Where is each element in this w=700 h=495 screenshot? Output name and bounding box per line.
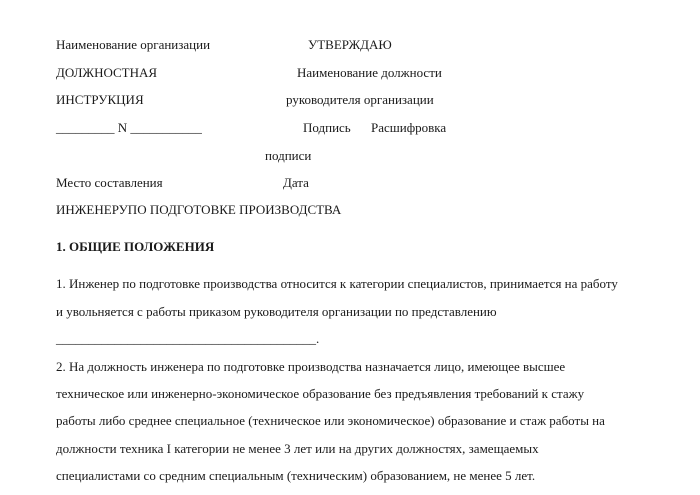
place-label: Место составления	[56, 175, 163, 190]
number-line: _________ N ___________	[56, 120, 202, 135]
approve-label: УТВЕРЖДАЮ	[308, 37, 392, 52]
signature-label: Подпись	[303, 120, 351, 135]
document-title: ИНЖЕНЕРУПО ПОДГОТОВКЕ ПРОИЗВОДСТВА	[56, 202, 342, 217]
paragraph-line: и увольняется с работы приказом руководителя организации по представлению	[56, 304, 497, 319]
paragraph-line: должности техника I категории не менее 3 лет или на других должностях, замещаемых	[56, 441, 539, 456]
date-label: Дата	[283, 175, 309, 190]
paragraph-line: 2. На должность инженера по подготовке производства назначается лицо, имеющее высшее	[56, 359, 566, 374]
paragraph-line: специалистами со средним специальным (техническим) образованием, не менее 5 лет.	[56, 468, 536, 483]
head-of-org-label: руководителя организации	[286, 92, 434, 107]
paragraph-line: техническое или инженерно-экономическое образование без предъявления требований к стажу	[56, 386, 585, 401]
org-name-label: Наименование организации	[56, 37, 211, 52]
paragraph-line: 1. Инженер по подготовке производства относится к категории специалистов, принимается на работу	[56, 276, 618, 291]
section-heading: 1. ОБЩИЕ ПОЛОЖЕНИЯ	[56, 239, 215, 254]
paragraph-line: ________________________________________.	[56, 331, 320, 346]
decryption-label: Расшифровка	[371, 120, 447, 135]
position-title-label: Наименование должности	[297, 65, 442, 80]
doc-type-line2: ИНСТРУКЦИЯ	[56, 92, 144, 107]
doc-type-line1: ДОЛЖНОСТНАЯ	[56, 65, 158, 80]
of-signature-label: подписи	[265, 148, 312, 163]
paragraph-line: работы либо среднее специальное (техническое или экономическое) образование и стаж работы на	[56, 413, 605, 428]
